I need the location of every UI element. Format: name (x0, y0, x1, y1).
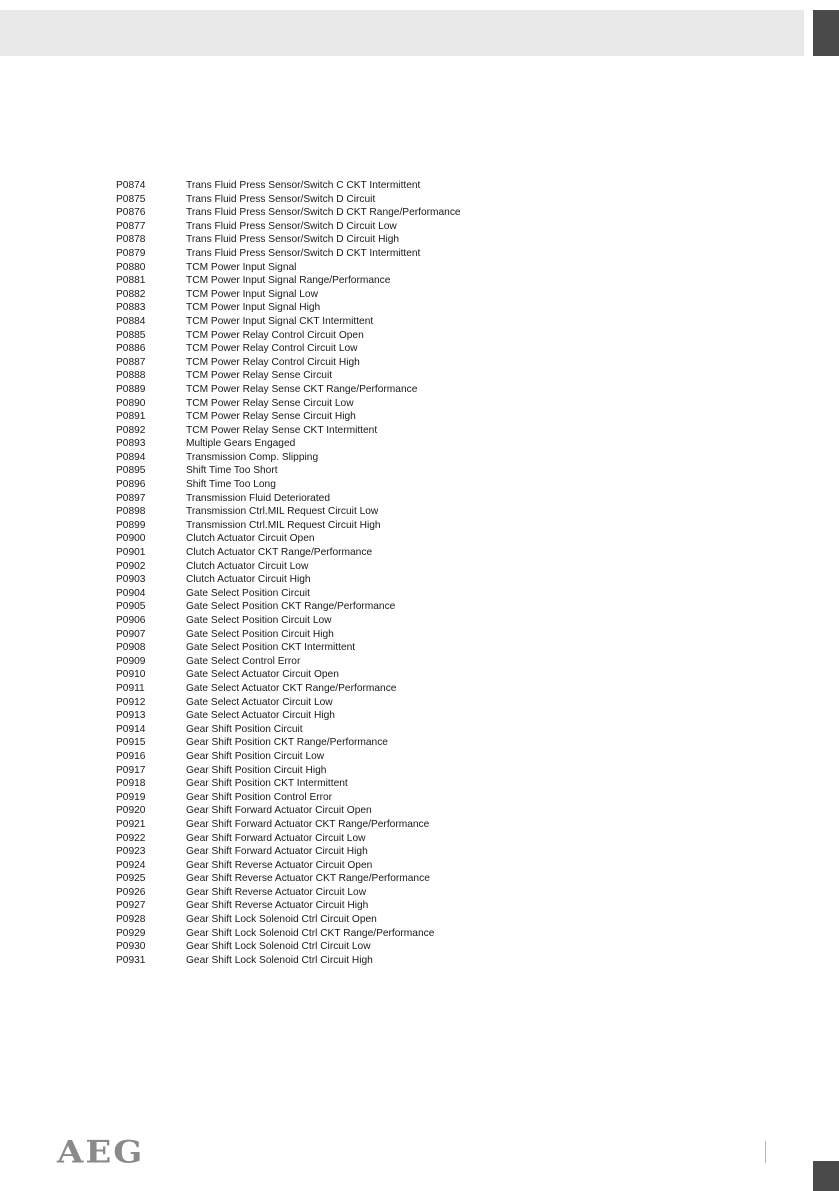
dtc-description: TCM Power Input Signal CKT Intermittent (186, 315, 374, 327)
dtc-code: P0900 (116, 533, 146, 545)
dtc-code: P0882 (116, 288, 146, 300)
dtc-description: Gear Shift Lock Solenoid Ctrl CKT Range/Performance (186, 927, 435, 939)
dtc-description: TCM Power Input Signal (186, 261, 297, 273)
dtc-description: Gear Shift Position CKT Range/Performance (186, 737, 388, 749)
dtc-code: P0919 (116, 791, 146, 803)
code-row (116, 899, 536, 913)
code-row (116, 818, 536, 832)
dtc-description: TCM Power Relay Sense CKT Intermittent (186, 424, 378, 436)
code-row (116, 913, 536, 927)
code-row (116, 723, 536, 737)
code-row (116, 655, 536, 669)
dtc-code: P0910 (116, 669, 146, 681)
dtc-description: Trans Fluid Press Sensor/Switch D CKT Range/Performance (186, 207, 461, 219)
dtc-code: P0926 (116, 886, 146, 898)
code-row (116, 424, 536, 438)
dtc-description: Trans Fluid Press Sensor/Switch D Circuit High (186, 234, 400, 246)
dtc-description: Trans Fluid Press Sensor/Switch D CKT Intermittent (186, 247, 421, 259)
dtc-description: TCM Power Relay Sense Circuit (186, 370, 333, 382)
dtc-description: Clutch Actuator Circuit Low (186, 560, 309, 572)
dtc-code: P0906 (116, 615, 146, 626)
code-row (116, 274, 536, 288)
dtc-code: P0890 (116, 397, 146, 409)
dtc-code: P0904 (116, 587, 146, 599)
dtc-description: Gear Shift Reverse Actuator CKT Range/Performance (186, 873, 430, 885)
dtc-description: TCM Power Relay Sense Circuit High (186, 411, 356, 423)
dtc-description: Gate Select Actuator Circuit Open (186, 669, 339, 681)
dtc-description: Gear Shift Position Control Error (186, 791, 333, 803)
code-row (116, 369, 536, 383)
dtc-code-table (116, 179, 536, 967)
dtc-description: Gate Select Position Circuit Low (186, 615, 332, 626)
code-row (116, 356, 536, 370)
dtc-description: TCM Power Input Signal High (186, 302, 321, 314)
code-row (116, 709, 536, 723)
code-row (116, 736, 536, 750)
code-row (116, 397, 536, 411)
dtc-description: Gear Shift Forward Actuator Circuit Open (186, 805, 372, 817)
dtc-code: P0897 (116, 492, 146, 504)
dtc-code: P0902 (116, 560, 146, 572)
code-row (116, 478, 536, 492)
code-row (116, 600, 536, 614)
dtc-code: P0922 (116, 832, 146, 844)
code-row (116, 383, 536, 397)
dtc-description: TCM Power Relay Control Circuit High (186, 356, 360, 368)
code-row (116, 519, 536, 533)
code-row (116, 329, 536, 343)
code-row (116, 206, 536, 220)
dtc-code: P0908 (116, 642, 146, 654)
dtc-code: P0895 (116, 465, 146, 477)
dtc-description: Shift Time Too Long (186, 479, 276, 491)
dtc-code: P0905 (116, 601, 146, 613)
dtc-code: P0924 (116, 859, 146, 871)
dtc-description: Gear Shift Position Circuit Low (186, 750, 325, 762)
code-row (116, 573, 536, 587)
code-row (116, 342, 536, 356)
dtc-code: P0879 (116, 247, 146, 259)
dtc-description: Gate Select Position Circuit High (186, 628, 334, 640)
dtc-description: Clutch Actuator Circuit High (186, 574, 311, 586)
dtc-code: P0892 (116, 424, 146, 436)
footer-divider (765, 1141, 766, 1163)
code-row (116, 410, 536, 424)
dtc-code: P0917 (116, 764, 146, 776)
dtc-description: Gate Select Actuator Circuit High (186, 710, 335, 722)
dtc-description: Gate Select Control Error (186, 655, 301, 667)
dtc-code: P0894 (116, 451, 146, 463)
code-row (116, 696, 536, 710)
dtc-code: P0923 (116, 846, 146, 858)
dtc-code: P0920 (116, 805, 146, 817)
code-row (116, 233, 536, 247)
dtc-description: Gear Shift Forward Actuator Circuit High (186, 846, 368, 858)
page-edge-tab-top (813, 10, 839, 56)
code-row (116, 193, 536, 207)
dtc-code: P0921 (116, 818, 146, 830)
dtc-code: P0885 (116, 329, 146, 341)
brand-logo: AEG (57, 1134, 145, 1171)
dtc-description: Multiple Gears Engaged (186, 438, 296, 450)
dtc-code: P0891 (116, 411, 146, 423)
dtc-code: P0929 (116, 927, 146, 939)
dtc-code: P0930 (116, 941, 146, 953)
dtc-description: Trans Fluid Press Sensor/Switch D Circuit (186, 193, 376, 205)
dtc-code: P0889 (116, 383, 146, 395)
code-row (116, 682, 536, 696)
dtc-description: Trans Fluid Press Sensor/Switch C CKT Intermittent (186, 180, 421, 191)
code-row (116, 505, 536, 519)
code-row (116, 220, 536, 234)
dtc-code: P0881 (116, 275, 146, 287)
page-header-bar (0, 10, 804, 56)
dtc-code: P0893 (116, 438, 146, 450)
dtc-code: P0886 (116, 343, 146, 355)
dtc-description: Transmission Ctrl.MIL Request Circuit Low (186, 506, 379, 518)
code-row (116, 261, 536, 275)
dtc-code: P0884 (116, 315, 146, 327)
dtc-description: Trans Fluid Press Sensor/Switch D Circuit Low (186, 220, 397, 232)
dtc-code: P0918 (116, 778, 146, 790)
dtc-description: Gear Shift Reverse Actuator Circuit Low (186, 886, 367, 898)
dtc-description: Transmission Ctrl.MIL Request Circuit High (186, 519, 381, 531)
code-row (116, 532, 536, 546)
dtc-code: P0898 (116, 506, 146, 518)
dtc-description: Gear Shift Forward Actuator Circuit Low (186, 832, 366, 844)
dtc-code: P0874 (116, 180, 146, 191)
code-row (116, 777, 536, 791)
code-row (116, 464, 536, 478)
code-row (116, 247, 536, 261)
code-row (116, 668, 536, 682)
code-row (116, 845, 536, 859)
code-row (116, 791, 536, 805)
dtc-description: Gear Shift Forward Actuator CKT Range/Performance (186, 818, 430, 830)
code-row (116, 179, 536, 193)
dtc-description: Gate Select Actuator CKT Range/Performance (186, 682, 397, 694)
dtc-code: P0877 (116, 220, 146, 232)
code-row (116, 288, 536, 302)
dtc-description: Gear Shift Position Circuit High (186, 764, 327, 776)
dtc-code: P0916 (116, 750, 146, 762)
code-row (116, 437, 536, 451)
dtc-description: Gear Shift Reverse Actuator Circuit Open (186, 859, 373, 871)
dtc-description: Shift Time Too Short (186, 465, 278, 477)
code-row (116, 546, 536, 560)
dtc-code: P0914 (116, 723, 146, 735)
page-edge-tab-bottom (813, 1161, 839, 1191)
dtc-description: Clutch Actuator Circuit Open (186, 533, 315, 545)
dtc-description: TCM Power Relay Control Circuit Low (186, 343, 358, 355)
dtc-description: Gear Shift Position CKT Intermittent (186, 778, 348, 790)
dtc-code: P0909 (116, 655, 146, 667)
dtc-description: Clutch Actuator CKT Range/Performance (186, 547, 373, 559)
dtc-description: Gate Select Position CKT Range/Performance (186, 601, 396, 613)
code-row (116, 587, 536, 601)
dtc-code: P0878 (116, 234, 146, 246)
code-row (116, 628, 536, 642)
code-row (116, 886, 536, 900)
dtc-code: P0883 (116, 302, 146, 314)
dtc-description: Gate Select Position CKT Intermittent (186, 642, 356, 654)
code-row (116, 750, 536, 764)
code-row (116, 927, 536, 941)
dtc-description: Transmission Fluid Deteriorated (186, 492, 330, 504)
dtc-description: Gate Select Actuator Circuit Low (186, 696, 333, 708)
dtc-description: Gear Shift Lock Solenoid Ctrl Circuit High (186, 954, 373, 966)
dtc-code: P0931 (116, 954, 146, 966)
dtc-code: P0913 (116, 710, 146, 722)
code-row (116, 641, 536, 655)
dtc-code: P0915 (116, 737, 146, 749)
dtc-description: Gate Select Position Circuit (186, 587, 311, 599)
dtc-description: TCM Power Relay Sense CKT Range/Performance (186, 383, 418, 395)
code-row (116, 940, 536, 954)
dtc-description: TCM Power Relay Sense Circuit Low (186, 397, 354, 409)
code-row (116, 764, 536, 778)
dtc-code: P0875 (116, 193, 146, 205)
dtc-description: Gear Shift Lock Solenoid Ctrl Circuit Low (186, 941, 371, 953)
dtc-code: P0927 (116, 900, 146, 912)
code-row (116, 804, 536, 818)
dtc-code: P0903 (116, 574, 146, 586)
dtc-description: TCM Power Input Signal Low (186, 288, 318, 300)
dtc-code: P0911 (116, 682, 145, 694)
dtc-description: Gear Shift Position Circuit (186, 723, 303, 735)
code-row (116, 954, 536, 968)
dtc-description: Gear Shift Reverse Actuator Circuit High (186, 900, 369, 912)
code-row (116, 832, 536, 846)
code-row (116, 451, 536, 465)
code-row (116, 492, 536, 506)
dtc-code: P0907 (116, 628, 146, 640)
dtc-description: TCM Power Input Signal Range/Performance (186, 275, 391, 287)
dtc-code: P0928 (116, 914, 146, 926)
code-row (116, 560, 536, 574)
dtc-description: TCM Power Relay Control Circuit Open (186, 329, 364, 341)
dtc-description: Transmission Comp. Slipping (186, 451, 319, 463)
code-row (116, 872, 536, 886)
dtc-code: P0876 (116, 207, 146, 219)
dtc-code: P0896 (116, 479, 146, 491)
dtc-code: P0887 (116, 356, 146, 368)
dtc-code: P0912 (116, 696, 146, 708)
dtc-code: P0880 (116, 261, 146, 273)
code-row (116, 614, 536, 628)
dtc-description: Gear Shift Lock Solenoid Ctrl Circuit Open (186, 914, 377, 926)
code-row (116, 315, 536, 329)
dtc-code: P0925 (116, 873, 146, 885)
dtc-code: P0888 (116, 370, 146, 382)
code-row (116, 301, 536, 315)
dtc-code: P0901 (116, 547, 146, 559)
code-row (116, 859, 536, 873)
dtc-code: P0899 (116, 519, 146, 531)
